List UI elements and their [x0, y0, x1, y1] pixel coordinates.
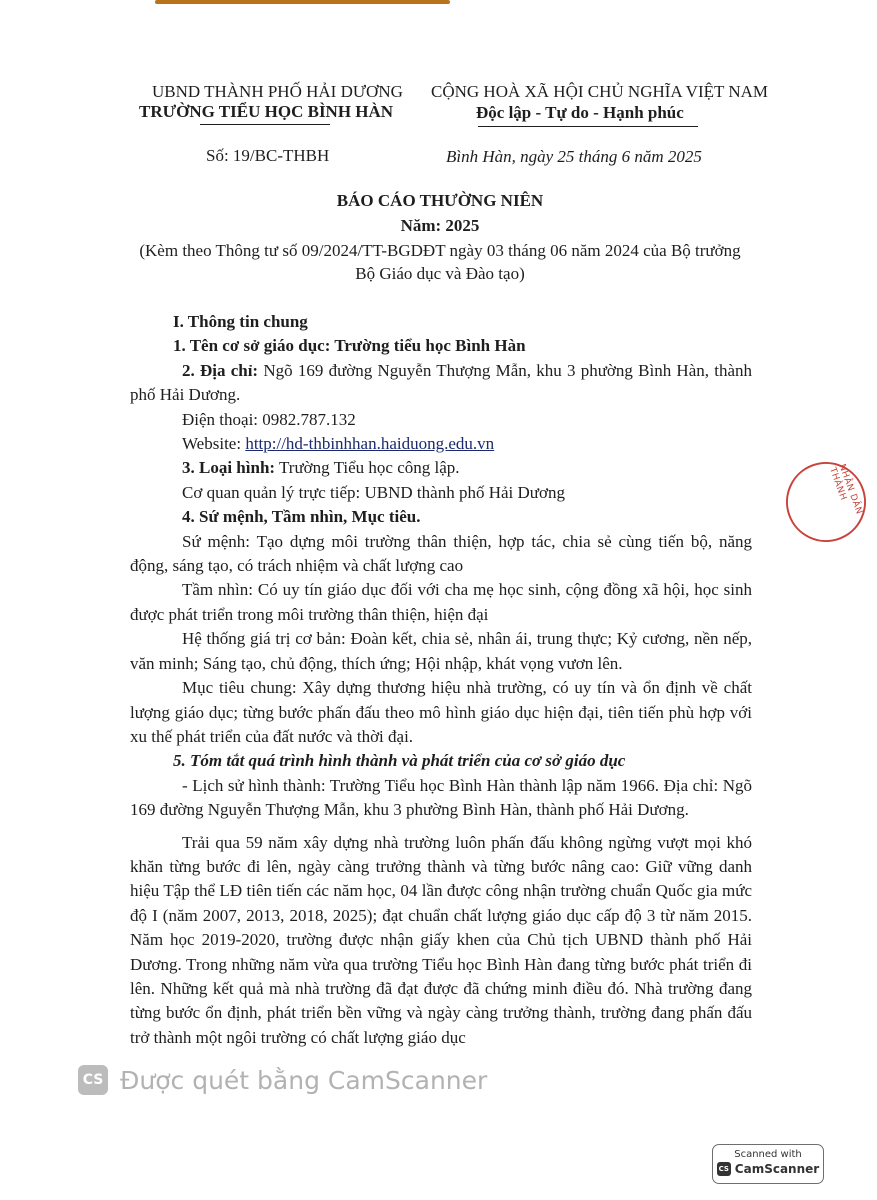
section-address: [130, 359, 752, 408]
development-paragraph: Trải qua 59 năm xây dựng nhà trường luôn phấn đấu không ngừng vượt mọi khó khăn từng bước đi lên, ngày càng trưởng thành và từng bước nâng cao: Giữ vững danh hiệu Tập thể LĐ tiên tiến các năm học, 04 lần được công nhận trường chuẩn Quốc gia mức độ I (năm 2007, 2013, 2018, 2025); đạt chuẩn chất lượng giáo dục cấp độ 3 từ năm 2015. Năm học 2019-2020, trường được nhận giấy khen của Chủ tịch UBND thành phố Hải Dương. Trong những năm vừa qua trường Tiểu học Bình Hàn đang từng bước phát triển đi lên. Những kết quả mà nhà trường đã đạt được đã chứng minh điều đó. Nhà trường đang từng bước ổn định, phát triển bền vững và ngày càng trưởng thành, trường đang phấn đấu trở thành một ngôi trường có chất lượng giáo dục: [130, 832, 752, 1047]
vision-paragraph: Tầm nhìn: Có uy tín giáo dục đối với cha mẹ học sinh, cộng đồng xã hội, học sinh được phát triển trong môi trường thân thiện, hiện đại: [130, 580, 752, 624]
website-link[interactable]: http://hd-thbinhhan.haiduong.edu.vn: [245, 434, 495, 454]
seal-text: NHÂN DÂN THÀNH: [827, 462, 864, 517]
badge-brand: [713, 1162, 823, 1176]
watermark-text: Được quét bằng CamScanner: [120, 1065, 488, 1095]
badge-logo-icon: CS: [717, 1162, 731, 1176]
managing-agency: Cơ quan quản lý trực tiếp: UBND thành phố Hải Dương: [182, 482, 565, 502]
section-institution-type: [130, 456, 752, 480]
report-title: BÁO CÁO THƯỜNG NIÊN: [336, 191, 544, 210]
camscanner-logo-icon: CS: [78, 1065, 108, 1095]
address-value: Ngõ 169 đường Nguyễn Thượng Mẫn, khu 3 phường Bình Hàn, thành phố Hải Dương.: [130, 360, 752, 405]
institution-name-label: 1. Tên cơ sở giáo dục:: [173, 336, 335, 356]
report-subtitle-line1: (Kèm theo Thông tư số 09/2024/TT-BGDĐT ngày 03 tháng 06 năm 2024 của Bộ trưởng: [139, 241, 741, 260]
section-mission-vision-goals: 4. Sứ mệnh, Tầm nhìn, Mục tiêu.: [182, 507, 421, 527]
website-label: Website:: [182, 434, 246, 454]
history-paragraph: - Lịch sử hình thành: Trường Tiểu học Bình Hàn thành lập năm 1966. Địa chỉ: Ngõ 169 đường Nguyễn Thượng Mẫn, khu 3 phường Bình Hàn, thành phố Hải Dương.: [130, 775, 752, 820]
report-body: [130, 310, 752, 1050]
motto-underline: [478, 126, 698, 127]
institution-type-value: Trường Tiểu học công lập.: [275, 458, 460, 478]
institution-name-value: Trường tiểu học Bình Hàn: [334, 336, 526, 356]
issuer-authority: UBND THÀNH PHỐ HẢI DƯƠNG: [152, 82, 403, 101]
scan-edge-line: [155, 0, 450, 4]
mission-paragraph: Sứ mệnh: Tạo dựng môi trường thân thiện, hợp tác, chia sẻ cùng tiến bộ, năng động, sáng tạo, có trách nhiệm và chất lượng cao: [130, 531, 752, 576]
website-line: [130, 432, 752, 456]
general-goal-paragraph: Mục tiêu chung: Xây dựng thương hiệu nhà trường, có uy tín và ổn định về chất lượng giáo dục; từng bước phấn đấu theo mô hình giáo dục hiện đại, tiên tiến phù hợp với xu thế phát triển của đất nước và thời đại.: [130, 678, 752, 746]
institution-type-label: 3. Loại hình:: [182, 458, 276, 478]
country-name: CỘNG HOÀ XÃ HỘI CHỦ NGHĨA VIỆT NAM: [431, 82, 769, 101]
core-values-paragraph: Hệ thống giá trị cơ bản: Đoàn kết, chia sẻ, nhân ái, trung thực; Kỷ cương, nền nếp, văn minh; Sáng tạo, chủ động, thích ứng; Hội nhập, khát vọng vươn lên.: [130, 629, 752, 673]
school-name-header: TRƯỜNG TIỂU HỌC BÌNH HÀN: [139, 102, 394, 121]
badge-caption: Scanned with: [734, 1149, 802, 1160]
section-institution-name: [130, 334, 752, 358]
badge-brand-text: CamScanner: [734, 1162, 820, 1176]
section-general-info: I. Thông tin chung: [173, 312, 308, 331]
official-seal-stamp: [775, 451, 877, 554]
report-year: Năm: 2025: [400, 216, 480, 235]
phone-line: Điện thoại: 0982.787.132: [182, 409, 356, 429]
document-number: Số: 19/BC-THBH: [206, 146, 330, 165]
scanned-with-badge: [712, 1144, 824, 1184]
national-motto: Độc lập - Tự do - Hạnh phúc: [476, 103, 684, 122]
address-label: 2. Địa chỉ:: [182, 360, 259, 380]
place-and-date: Bình Hàn, ngày 25 tháng 6 năm 2025: [446, 147, 702, 166]
school-name-underline: [200, 124, 330, 125]
section-history-summary: 5. Tóm tắt quá trình hình thành và phát triển của cơ sở giáo dục: [173, 751, 626, 771]
report-subtitle-line2: Bộ Giáo dục và Đào tạo): [355, 264, 525, 283]
camscanner-watermark: [78, 1065, 487, 1095]
